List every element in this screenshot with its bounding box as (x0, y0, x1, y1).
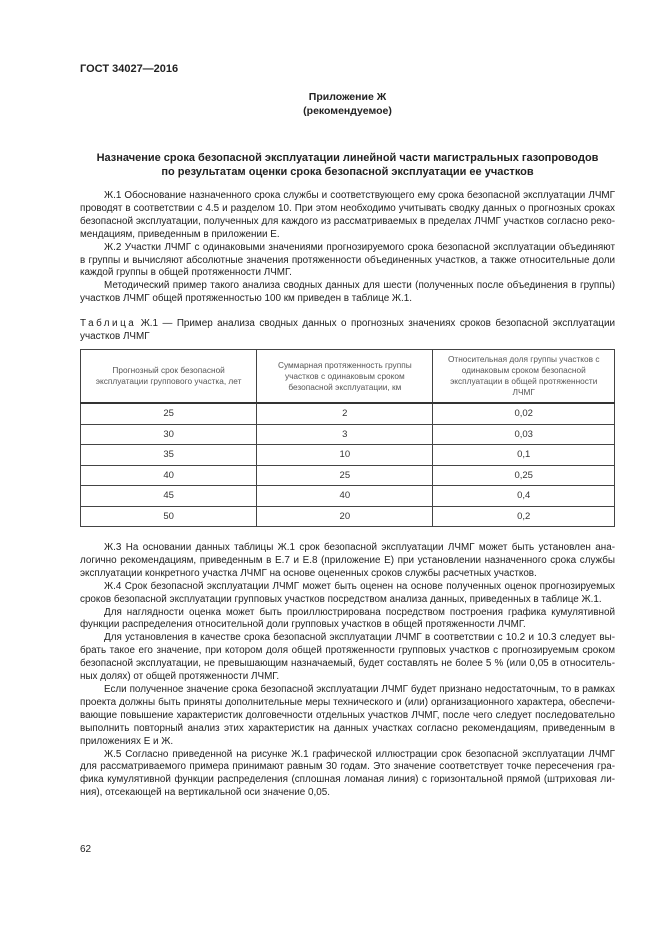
text-line: вающие повышение характеристик долговечности отдельных участков ЛЧМГ, после чего следует последовательно (80, 709, 615, 721)
column-header: Суммарная протяженность группы участков с одинаковым сроком безопасной эксплуатации, км (257, 350, 433, 404)
table-cell: 0,2 (433, 506, 615, 527)
document-id: ГОСТ 34027—2016 (80, 63, 179, 75)
text-line: фика кумулятивной функции распределения (сплошная ломаная линия) с горизонтальной прямой (штриховая ли- (80, 774, 615, 786)
text-line: мендациям, приведенным в приложении Е. (80, 228, 280, 240)
text-line: Для наглядности оценка может быть проиллюстрирована посредством построения графика кумулятивной (104, 606, 615, 618)
table-row (81, 424, 615, 445)
table-cell: 25 (257, 465, 433, 486)
text-line: сроков безопасной эксплуатации групповых участков посредством анализа данных, приведенных в таблице Ж.1. (80, 593, 602, 605)
heading-line: по результатам оценки срока безопасной эксплуатации ее участков (161, 166, 534, 178)
paragraph (80, 581, 615, 607)
table-row (81, 445, 615, 466)
text-line: для рассматриваемого примера принимают равным 30 годам. Это значение соответствует точке пересечения гра- (80, 761, 615, 773)
text-line: Для установления в качестве срока безопасной эксплуатации ЛЧМГ в соответствии с 10.2 и 10.3 следует вы- (104, 632, 615, 644)
text-line: функции распределения относительной доли групповых участков в общей протяженности ЛЧМГ. (80, 619, 526, 631)
table-cell: 2 (257, 403, 433, 424)
appendix-name: Приложение Ж (308, 91, 387, 103)
text-line: безопасной эксплуатации, не превышающим назначаемый, будет составлять не более 5 % (или 0,05 в относитель- (80, 658, 615, 670)
table-cell: 3 (257, 424, 433, 445)
text-line: проводят в соответствии с 4.5 и разделом 10. При этом необходимо учитывать сводку данных о прогнозных сроках (80, 202, 615, 214)
text-line: каждой группы в общей протяженности ЛЧМГ. (80, 267, 292, 279)
table-row (81, 506, 615, 527)
text-line: выполнить повторный анализ этих характеристик на данных участках согласно рекомендациям, приведенным в (80, 722, 615, 734)
text-line: Ж.4 Срок безопасной эксплуатации ЛЧМГ может быть оценен на основе полученных оценок прогнозируемых (104, 580, 615, 592)
paragraph (80, 542, 615, 581)
table-cell: 0,25 (433, 465, 615, 486)
caption-text: участков ЛЧМГ (80, 330, 150, 342)
paragraph (80, 749, 615, 801)
text-line: Методический пример такого анализа сводных данных для шести (полученных после объединения в группы) (104, 280, 615, 292)
text-line: брать такое его значение, при котором доля общей протяженности групповых участков с прогнозируемым сроком (80, 645, 615, 657)
body-text-after-table (80, 542, 615, 800)
table-row (81, 465, 615, 486)
text-line: безопасной эксплуатации, полученных для каждого из рассматриваемых в пределах ЛЧМГ участков согласно реко- (80, 215, 615, 227)
paragraph (80, 632, 615, 684)
text-line: Ж.1 Обоснование назначенного срока службы и соответствующего ему срока безопасной эксплуатации ЛЧМГ (104, 190, 615, 201)
column-header: Прогнозный срок безопасной эксплуатации группового участка, лет (81, 350, 257, 404)
text-line: проекта должны быть приняты дополнительные меры технического и (или) организационного характера, обеспечи- (80, 696, 615, 708)
table-cell: 10 (257, 445, 433, 466)
table-cell: 35 (81, 445, 257, 466)
table-cell: 40 (81, 465, 257, 486)
text-line: Ж.2 Участки ЛЧМГ с одинаковыми значениями прогнозируемого срока безопасной эксплуатации объединяют (104, 241, 615, 253)
text-line: Если полученное значение срока безопасной эксплуатации ЛЧМГ будет признано недостаточным, то в рамках (104, 683, 615, 695)
table-row (81, 486, 615, 507)
table-cell: 0,03 (433, 424, 615, 445)
table-cell: 0,4 (433, 486, 615, 507)
table-cell: 50 (81, 506, 257, 527)
paragraph (80, 190, 615, 242)
data-table (80, 349, 615, 527)
text-line: эксплуатации конкретного участка ЛЧМГ на основе оцененных сроков службы расчетных участков. (80, 567, 537, 579)
text-line: логично рекомендациям, приведенным в Е.7 и Е.8 (приложение Е) при установлении назначенного срока службы (80, 554, 615, 566)
appendix-title (80, 90, 615, 118)
table-cell: 30 (81, 424, 257, 445)
caption-text: Ж.1 — Пример анализа сводных данных о прогнозных значениях сроков безопасной эксплуатации (140, 318, 615, 329)
text-line: приложениях Е и Ж. (80, 735, 174, 747)
text-line: Ж.3 На основании данных таблицы Ж.1 срок безопасной эксплуатации ЛЧМГ может быть установлен ана- (104, 542, 615, 553)
text-line: ния), отсекающей на вертикальной оси значение 0,05. (80, 787, 330, 799)
table-caption (80, 318, 615, 344)
text-line: Ж.5 Согласно приведенной на рисунке Ж.1 графической иллюстрации срок безопасной эксплуатации ЛЧМГ (104, 748, 615, 760)
column-header: Относительная доля группы участков с одинаковым сроком безопасной эксплуатации в общей протяженности ЛЧМГ (433, 350, 615, 404)
caption-label: Таблица (80, 318, 137, 329)
table-row (81, 403, 615, 424)
page-number: 62 (80, 844, 92, 855)
paragraph (80, 684, 615, 749)
section-heading (80, 151, 615, 179)
text-line: в группы и вычисляют абсолютные значения протяженности объединенных участков, а также относительные доли (80, 254, 615, 266)
table-cell: 0,1 (433, 445, 615, 466)
paragraph (80, 280, 615, 306)
table-cell: 0,02 (433, 403, 615, 424)
table-cell: 20 (257, 506, 433, 527)
paragraph (80, 607, 615, 633)
paragraph (80, 242, 615, 281)
text-line: участков ЛЧМГ общей протяженностью 100 км приведен в таблице Ж.1. (80, 293, 413, 305)
table-cell: 25 (81, 403, 257, 424)
text-line: ных долях) от общей протяженности ЛЧМГ. (80, 671, 280, 683)
table-cell: 45 (81, 486, 257, 507)
table-cell: 40 (257, 486, 433, 507)
body-text-before-table (80, 190, 615, 306)
appendix-status: (рекомендуемое) (303, 105, 392, 117)
heading-line: Назначение срока безопасной эксплуатации линейной части магистральных газопроводов (96, 152, 599, 164)
